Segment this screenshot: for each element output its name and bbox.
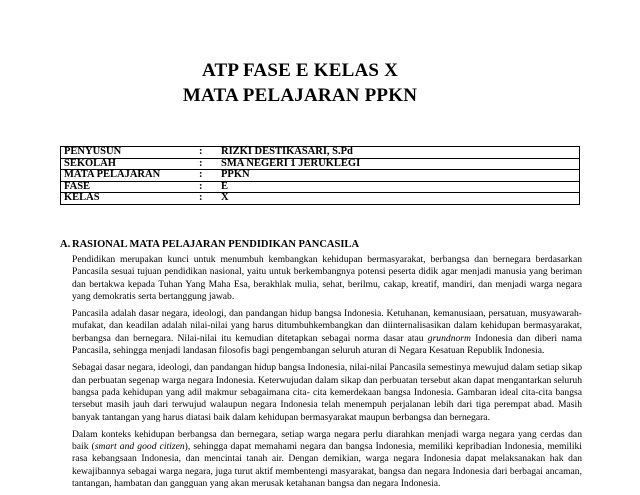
info-sep: :: [199, 147, 218, 159]
info-sep: :: [199, 170, 218, 182]
info-key: SEKOLAH: [61, 158, 200, 170]
info-sep: :: [199, 181, 218, 193]
info-key: FASE: [61, 181, 200, 193]
info-row-mata-pelajaran: [61, 170, 580, 182]
info-value: PPKN: [218, 170, 580, 182]
info-sep: :: [199, 158, 218, 170]
italic-term: smart and good citizen: [94, 441, 185, 453]
paragraph-text: ), sehingga dapat memahami negara dan bangsa Indonesia, memiliki kepribadian Indonesia, memiliki rasa kebangsaan Indonesia, dan mencintai tanah air. Dengan demikian, warga negara Indonesia dapat melaksanakan hak dan kewajibannya sebagai warga negara, juga turut aktif membentengi masyarakat, bangsa dan negara Indonesia dari berbagai ancaman, tantangan, hambatan dan gangguan yang akan merusak ketahanan bangsa dan negara Indonesia.: [72, 441, 582, 490]
info-table: [60, 146, 580, 205]
paragraph-1: Pendidikan merupakan kunci untuk menumbuh kembangkan kehidupan bermasyarakat, berbangsa dan bernegara berdasarkan Pancasila sesuai tujuan pendidikan nasional, yaitu untuk berkembangnya potensi peserta didik agar menjadi manusia yang beriman dan bertakwa kepada Tuhan Yang Maha Esa, berakhlak mulia, sehat, berilmu, cakap, kreatif, mandiri, dan menjadi warga negara yang demokratis serta bertanggung jawab.: [72, 254, 582, 302]
paragraph-text: Pancasila adalah dasar negara, ideologi, dan pandangan hidup bangsa Indonesia. Ketuhanan, kemanusiaan, persatuan, musyawarah-mufakat, dan keadilan adalah nilai-nilai yang harus ditumbuhkembangkan dan diinternalisasikan dalam kehidupan bermasyarakat, berbangsa dan bernegara. Nilai-nilai itu kemudian ditetapkan sebagai norma dasar atau: [72, 308, 582, 344]
info-key: MATA PELAJARAN: [61, 170, 200, 182]
section-a: [60, 239, 582, 495]
info-row-kelas: [61, 193, 580, 205]
paragraph-3: Sebagai dasar negara, ideologi, dan pandangan hidup bangsa Indonesia, nilai-nilai Pancasila semestinya mewujud dalam setiap sikap dan perbuatan segenap warga negara Indonesia. Keterwujudan dalam sikap dan perbuatan tersebut akan dapat mengantarkan seluruh bangsa pada kehidupan yang adil makmur sebagaimana cita- cita kemerdekaan bangsa Indonesia. Gambaran ideal cita-cita bangsa tersebut masih jauh dari terwujud walaupun negara Indonesia telah menempuh perjalanan lebih dari tiga perempat abad. Masih banyak tantangan yang harus diatasi baik dalam kehidupan bermasyarakat maupun berbangsa dan bernegara.: [72, 362, 582, 423]
section-heading: [60, 239, 582, 250]
info-key: KELAS: [61, 193, 200, 205]
paragraph-4: [60, 429, 582, 490]
document-title-line2: MATA PELAJARAN PPKN: [182, 85, 418, 106]
paragraph-text: Dalam konteks kehidupan berbangsa dan bernegara, setiap warga negara perlu diarahkan menjadi warga negara yang cerdas dan baik (: [72, 428, 582, 453]
section-letter: A.: [60, 239, 71, 250]
info-value: RIZKI DESTIKASARI, S.Pd: [218, 147, 580, 159]
paragraph-2: [60, 308, 582, 357]
info-value: E: [218, 181, 580, 193]
info-value: SMA NEGERI 1 JERUKLEGI: [218, 158, 580, 170]
info-value: X: [218, 193, 580, 205]
document-title-line1: ATP FASE E KELAS X: [201, 60, 399, 81]
info-row-penyusun: [61, 147, 580, 159]
paragraph-text: Indonesia dan diberi nama Pancasila, sehingga menjadi landasan filosofis bagi pengembangan seluruh aturan di Negara Kesatuan Republik Indonesia.: [72, 332, 582, 357]
info-row-sekolah: [61, 158, 580, 170]
italic-term: grundnorm: [427, 332, 471, 344]
info-row-fase: [61, 181, 580, 193]
section-heading-text: RASIONAL MATA PELAJARAN PENDIDIKAN PANCASILA: [72, 239, 360, 250]
info-key: PENYUSUN: [61, 147, 200, 159]
info-sep: :: [199, 193, 218, 205]
